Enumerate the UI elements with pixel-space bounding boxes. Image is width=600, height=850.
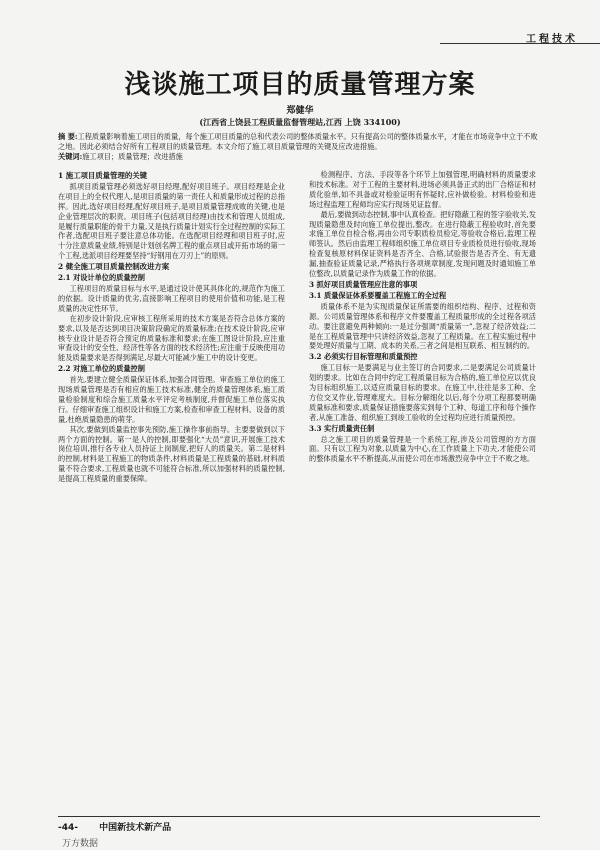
abstract-text: 工程质量影响着施工项目的质量，每个施工项目质量的总和代表公司的整体质量水平。只有提高公司的整体质量水平，才能在市场竞争中立于不败之地。因此必须结合好所有工程项目的质量管理。本文介绍了施工项目质量管理的关键及应改进措施。 (58, 132, 538, 151)
section-heading: 1 施工项目质量管理的关键 (58, 171, 148, 180)
page-number: -44- (58, 823, 78, 833)
footer-rule (58, 816, 540, 817)
paragraph: 总之施工项目的质量管理是一个系统工程,涉及公司管理的方方面面。只有以工程为对象,以质量为中心,在工作质量上下功夫,才能使公司的整体质量水平不断提高,从而使公司在市场激烈竞争中立于不败之地。 (309, 434, 536, 464)
abstract-label: 摘 要: (58, 132, 78, 141)
paragraph: 首先,要建立健全质量保证体系,加强合同管理。审查施工单位的施工现场质量管理是否有相应的施工技术标准,健全的质量管理体系,施工质量检验制度和综合施工质量水平评定考核制度,并督促施工单位落实执行。仔细审查施工组织设计和施工方案,检查和审查工程材料、设备的质量,杜绝质量隐患的萌芽。 (58, 375, 285, 424)
magazine-name: 中国新技术新产品 (99, 823, 172, 833)
paragraph: 检测程序、方法、手段等各个环节上加强管理,明确材料的质量要求和技术标准。对于工程的主要材料,进场必须具备正式的出厂合格证和材质化验单,如不具备或对检验证明有怀疑时,应补做检验。材料检验和进场过程监理工程师均应实行现场见证监督。 (309, 170, 536, 209)
abstract (58, 132, 538, 152)
section-heading: 3 抓好项目质量管理应注意的事项 (309, 279, 418, 289)
section-tag: 工程技术 (526, 34, 578, 45)
right-column (309, 170, 536, 464)
abstract-block (58, 132, 538, 162)
header-rule (440, 43, 600, 44)
paragraph: 工程项目的质量目标与水平,是通过设计使其具体化的,规范作为施工的依据。设计质量的优劣,直接影响工程项目的使用价值和功能,是工程质量的决定性环节。 (58, 283, 285, 313)
paragraph: 最后,要做到动态控制,事中认真检查。把好隐蔽工程的签字验收关,发现质量隐患及时向施工单位提出,整改。在进行隐蔽工程验收时,首先要求施工单位自检合格,再由公司专职质检员检定,等验收合格后,监理工程师签认。然后由监理工程师组织施工单位项目专业质检员进行验收,现场检查复核原材料保证资料是否齐全、合格,试验报告是否齐全、有无遗漏,抽查验证质量记录,严格执行各项规章制度,发现问题及时通知施工单位整改,以质量记录作为质量工作的依据。 (309, 209, 536, 279)
left-column (58, 170, 285, 484)
author-affiliation: (江西省上饶县工程质量监督管理站,江西 上饶 334100) (199, 117, 401, 127)
article-title: 浅谈施工项目的质量管理方案 (124, 70, 476, 100)
paragraph: 其次,要做到质量监控事先预防,施工操作事前指导。主要要做到以下两个方面的控制。第一是人的控制,即要强化“大员”意识,开展施工技术岗位培训,推行各专业人员持证上岗制度,把好人的质量关。第二是材料的控制,材料是工程施工的物质条件,材料质量是工程质量的基础,材料质量不符合要求,工程质量也就不可能符合标准,所以加强材料的质量控制,是提高工程质量的重要保障。 (58, 424, 285, 484)
section-heading: 2.2 对施工单位的质量控制 (58, 364, 145, 374)
watermark: 万方数据 (62, 839, 99, 849)
section-heading: 3.1 质量保证体系要覆盖工程施工的全过程 (309, 290, 447, 300)
keywords (58, 152, 538, 162)
section-heading: 2.1 对设计单位的质量控制 (58, 273, 145, 283)
section-heading: 2 健全施工项目质量控制改进方案 (58, 262, 170, 272)
paragraph: 抓项目质量管理必须选好项目经理,配好项目班子。项目经理是企业在项目上的全权代理人,是项目质量的第一责任人和质量形成过程的总指挥。因此,选好项目经理,配好项目班子,是项目质量管理成败的关键,也是企业管理层次的职责。项目班子(包括项目经理)由技术和管理人员组成,是履行质量职能的骨干力量,又是执行质量计划实行全过程控制的实际工作者,选配项目班子要注意总体功能。在选配项目经理和项目班子时,应十分注意质量业绩,特别是计划创名牌工程的重点项目或开拓市场的第一个工程,选派项目经理要坚持“好钢用在刀刃上”的原则。 (58, 181, 285, 261)
paragraph: 施工目标一是要满足与业主签订的合同要求,二是要满足公司质量计划的要求。比如在合同中约定工程质量目标为合格的,施工单位应以优良为目标组织施工,以适应质量目标的要求。在施工中,往往是多工种、全方位交叉作业,管理难度大。目标分解细化以后,每个分项工程都要明确质量标准和要求,质量保证措施要落实到每个工种、每道工序和每个操作者,从施工准备、组织施工到竣工验收的全过程均应进行质量预控。 (309, 363, 536, 422)
section-heading: 3.2 必须实行目标管理和质量预控 (309, 352, 418, 362)
paragraph: 在初步设计阶段,应审核工程所采用的技术方案是否符合总体方案的要求,以及是否达到项目决策阶段确定的质量标准;在技术设计阶段,应审核专业设计是否符合预定的质量标准和要求;在施工图设计阶段,应注重审查设计的安全性、经济性等各方面的技术经济性;应注重于反映使用功能及质量要求是否得到满足,尽最大可能减少施工中的设计变更。 (58, 313, 285, 363)
footer (58, 820, 171, 833)
keywords-text: 施工项目；质量管理；改进措施 (82, 152, 183, 161)
paragraph: 质量体系不是为实现质量保证所需要的组织结构、程序、过程和资源。公司质量管理体系和程序文件要覆盖工程质量形成的全过程各项活动。要注意避免两种倾向:一是过分强调“质量第一”,忽视了经济效益;二是在工程质量管理中只讲经济效益,忽视了工程质量。在工程实施过程中要处理好质量与工期、成本的关系,三者之间是相互联系、相互制约的。 (309, 301, 536, 351)
section-heading: 3.3 实行质量责任制 (309, 423, 375, 433)
keywords-label: 关键词: (58, 152, 83, 161)
author-name: 郑健华 (286, 106, 314, 116)
